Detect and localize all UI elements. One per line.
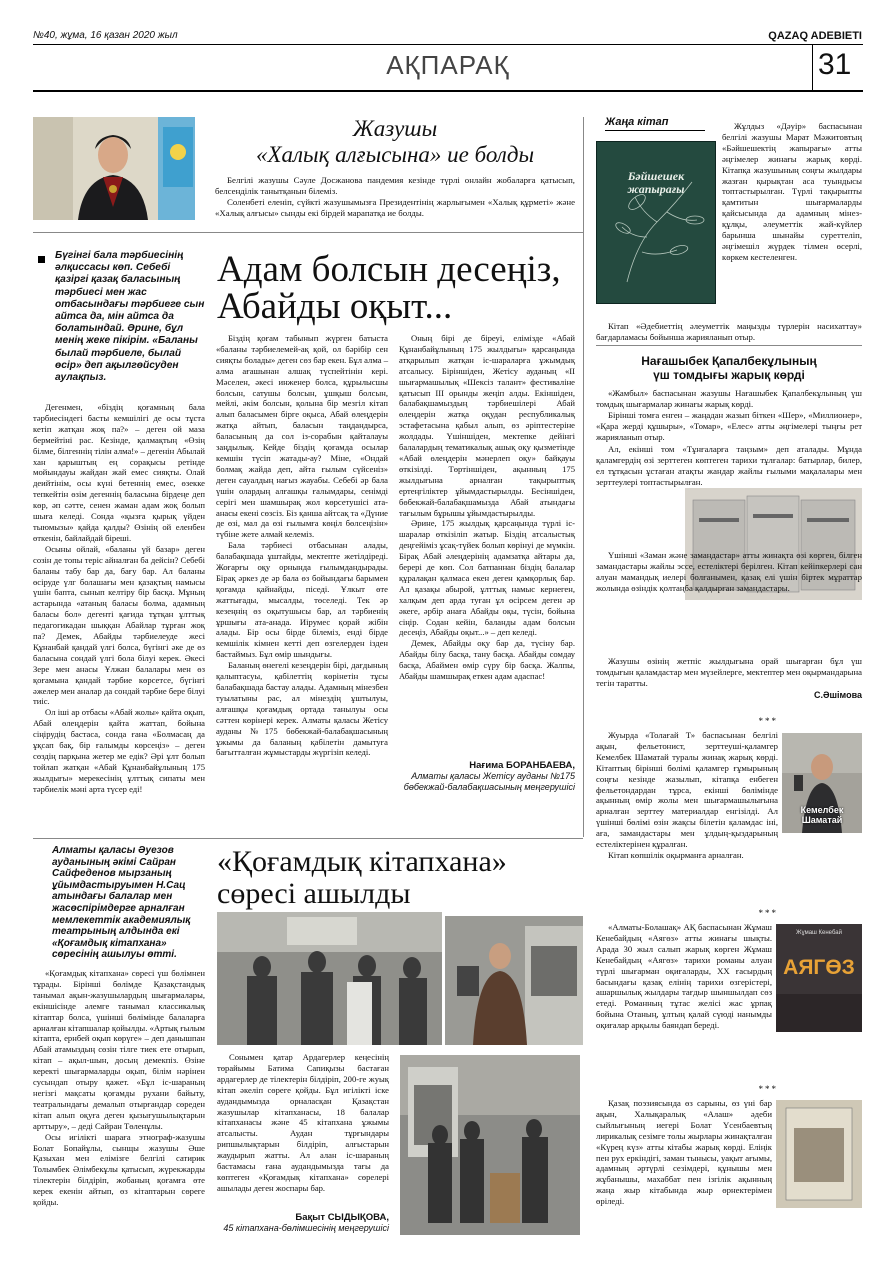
art6-stars: *** — [758, 908, 778, 918]
book-title-ayagoz: АЯГӨЗ — [783, 956, 855, 979]
library-event-photo-2 — [445, 916, 583, 1045]
new-book-label: Жаңа кітап — [605, 116, 705, 131]
writer-photo — [33, 117, 195, 220]
art3-text: Жұлдыз «Дәуір» баспасынан белгілі жазушы Марат Мәжитовтың «Бәйшешектің жапырағы» атты әңгімелер жинағы жарық көрді. Кітапқа жазушының соңғы жылдары жазған қырықтан аса туындысы топтастырылған. Түрлі тақырыпты қамтитын шығармаларды қайсысында да адамның мінез-құлқы, әлеуметтік жай-күйлер барынша шынайы суреттеліп, әңгімешіл жүрдек тілмен өсерлі, көркем кестеленген. — [722, 121, 862, 262]
art4-title: Нағашыбек Қапалбекұлының үш томдығы жарық көрді — [641, 354, 817, 382]
art2-col1: Дегенмен, «біздің қоғамның бала тәрбиесіндегі басты кемшілігі де осы тұста кетіп жатқан жоқ па?» – деген ой маза бермейтіні рас. Кезінде, қалмақтың «Өзің білме, білгеннің тілін алма!» – дегенін Абылай хан қарыштың ең сорақысы ретінде мойындауы жайдан жай емес сияқты. Олай деийтінім, осы күні бетеннің емес, өзекке тепкейтін өзім дегеннің баласына бірдеңе деп көр, әп сәтте, сенен жаман адам жоқ болып шыға келеді. Сонда «қызға қырық үйден тыюмызы» қайда қалды? Өзінің ой еленбен өткенін, байлайдай біреші. Осыны ойлай, «баланы үй базар» деген созін де топы теріс айналған ба дейсін? Себебі баланы табу бар да, бағу бар. Ал баланы өсіруде үлг болашағы мен қазақтың намысы үшін бапта, сынып келтіру бір басқа. Мұның астарында «атаның баласы болма, адамның баласы бол» дегенті қағида тұтқан ұлттық педагогикадан шыққан Абайлар тұрған жоқ па? Демек, Абайды тәрбиелеуде жесі Құнанбай қандай үлгі болса, бүгінгі әке де өз баласына сондай үлгі бола білуі керек. Әкесі Зере мен анасы Ұлжан балалары мен өз қоғамына қандай тәрбие көрсетсе, бүгінгі әжелер мен аналар да сондай тәрбие бере білуі тиіс. Ол іші ар отбасы «Абай жолы» қайта оқып, Абай өлеңдерін қайта жаттап, бойына сіңірудің бастаса, сонда ғана «Болмасаң да ұқсап бақ, бір ғалымды көрсеңіз» – деген сөздің парқына жетер ме едік? Әрі ұлт болып тойлап жатқан «Абай Құнанбайұлының 175 жылдығы» мерекесінің ұлттық сипаты мен тәрбиелік мәні арта түсер еді! — [33, 402, 205, 794]
library-event-photo-3 — [400, 1055, 580, 1235]
library-event-photo-1 — [217, 912, 442, 1045]
book-cover-kuren-kuz — [776, 1100, 862, 1208]
photo-caption: Кемелбек Шаматай — [800, 805, 844, 825]
art4-text-top: «Жамбыл» баспасынан жазушы Нағашыбек Қапалбекұлының үш томдық шығармалар жинағы жарық көрді. Бірінші томға енген – жаңадан жазып біткен «Шер», «Миллионер», «Қара жерді құшыры», «Томар», «Елес» атты әңгімелері тыңғы рет жарияланып отыр. — [596, 388, 862, 442]
section-title: АҚПАРАҚ — [386, 50, 510, 80]
art3-text2: Кітап «Әдебиеттің әлеуметтік маңызды түрлерін насихаттау» бағдарламасы бойынша жарияланып отыр. — [596, 321, 862, 342]
art8-intro: Алматы қаласы Әуезов ауданының әкімі Сайран Сайфеденов мырзаның ұйымдастыруымен Н.Сац атындағы балалар мен жасөспірімдерге арналған мемлекеттік академиялық театрының алдында екі «Қоғамдық кітапхана» сөресінің ашылуы өтті. — [52, 845, 191, 961]
art5-stars: *** — [758, 716, 778, 726]
art8-signature: Бақыт СЫДЫҚОВА, 45 кітапхана-бөлімшесінің меңгерушісі — [223, 1212, 389, 1233]
book-author: Жұмаш Кенебай — [796, 930, 842, 936]
art2-col2: Біздің қоғам табынып жүрген батыста «баланы тәрбиелемей-ақ қой, ол бәрібір сен сияқты болады» деген сөз бар екен. Бұл алма – алма ағашынан алшақ түспейтінін кері. Мәселен, әкесі инженер болса, құрылысшы болсын, сатушы болсын, ұшқыш болсын, мейлі, әкім болсын, қолына бір мезгіл кітап алып баласымен бірге оқыса, Абай өлеңдерін жатқа айтып, баласын таңдандырса, баласының да сол із-сорабын қайталауы заңдылық. Кейде біздің қоғамда осылар кемшін түсіп жатады-ау? Міне, «Ондай болмақ жайда деп, айта ғылым сүйсеніз» деген сауалдың нағыз жауабы. Себебі әр бала үшін олардың алғашқы ғалымдары, сенімді серігі мен шамшырақ жол көрсетушісі ата-анасы екені сөзсіз. Біз қанша айтсақ та «Дүние де өзі, мал да өзі ғылымға көңіл бөлсеңізін» түбіне жете алмай келеміз. Бала тәрбиесі отбасынан алады, балабақшада ұштайды, мектепте жетілдіреді. Жоғарғы оқу орнында ғылымдандырады. Бірақ әркез де әр бала өз бойындағы барымен қоғамда қайнайды, піседі. Ұлкыт өте жаттығады, мысалды, төселеді. Тек әр кезеңнің өз оқытушысы бар, ал тәрбиенің ұршығы ата-анада. Иірумес қорай жібін алады. Бір осы бірде білеміз, енді бірде кемшілік кімнен кетті деп өзгелерден ізден бастаймыз. Бұл өмір шындығы. Баланың өнегелі кезеңдерін бірі, дағдының қалыптасуы, қабілеттің көрінетін тұсы балабақшада бастау алады. Адамның мінезбен туылатыны рас, ал мінездің ұштылуы, алғашқы қоғамдық ортада танылуы осы сәттен көрінері керек. Алматы қаласы Жетісу ауданы №175 бөбекжай-балабақшасының ұжымы да баланың қабілетін дамытуға бағытталған жұмыстарды жүргізіп келеді. — [216, 333, 388, 758]
brand: QAZAQ ADEBIETI — [768, 30, 862, 42]
book-cover-ayagoz — [776, 924, 862, 1032]
art4-text-p4: Үшінші «Заман және замандастар» атты жинақта өзі көрген, білген замандастары жайлы эссе, естеліктері берілген. Кітап кейіпкерлері сан алуан мамандық иелері болғанымен, қазақ елі үшін біртек мұраттар жолында өзіндік қолтаңба қалдырған замандастары. — [596, 550, 862, 593]
art4-text-p3a: Ал, екінші том «Тұнғаларға таңзым» деп аталады. Мұнда қаламгердің өзі зерттеген көптеген тарихи тұлғалар: батырлар, билер, ел тұтқасын ұстаған атақты жандар жайлы ғылыми мақалалары мен зерттеулері топтастырылған. — [596, 444, 862, 487]
art5-text-a: Жуырда «Толағай Т» баспасынан белгілі ақын, фельетонист, зерттеуші-қаламгер Кемелбек Шаматай туралы жинақ жарық көрді. Кітаптың бірінші бөлімі қаламгер ғұмырының соңғы кезінде жазылып, кітапқа енбеген фельетондардан тұрса, екінші бөлімінде ақынның өмір жолы мен шығармашылығына арналған зерттеу материалдар енгізілді. Ал үшінші бөлімі өзін жақсы білетін қаламдас іні, аға, замандастары мен ұлдың-қыздарының естеліктерінен құралған. Кітап көпшілік оқырманға арналған. — [596, 730, 778, 860]
art8-title: «Қоғамдық кітапхана» сөресі ашылды — [217, 845, 507, 910]
book-cover-title: Бәйшешек жапырағы — [627, 169, 685, 196]
art2-col3: Оның бірі де біреуі, елімізде «Абай Құнанбайұлының 175 жылдығы» қарсаңында атқарылып жатқан іс-шараларға ұжымдық атсалысу. Біріншіден, Жетісу ауданың «II шығармашылық «Шексіз талант» фестиваліне қатысып III орынды жеңіп алды. Екіншіден, балабақшамыздың тәрбиешілері Абай өлеңдерін жатқа оқудан республикалық эстафетасына қабыл алып, өз әріптестеріне жолдады. Үшіншіден, мектепке дейінгі балалардың тематикалық ашық оқу қызметінде «Абай өлеңдерін мәнерлеп оқу» байқауы өткізілді. Төртіншіден, ақынның 175 жылдығына арналған тақырыптық ертеңгіліктер ұйымдастырылды. Бесіншіден, бөбекжай-балабақшамызда Абай атындағы тағылым бұрышы ұйымдастырылды. Әрине, 175 жылдық қарсаңында түрлі іс-шаралар өткізіліп жатыр. Біздің атсалыстық деңгейіміз ұсақ-түйек болып көрінуі де мүмкін. Бірақ Абай әлеңдерінің адамзатқа айтары да, берері де көп. Сол батпаннан біздің балалар құралақан қалмаса екен деген қамқорлық бар. Ал қазақы абырой, ұлттық намыс кернеген, халқым деп арда туған ұл өсірсем деген әр әкеге, әрбір анаға Абайды оқы, түсін, бойына сіңір. Содан кейін, баланды адам болсын десеңіз, Абайды оқыт...» – деп келеді. Демек, Абайды оқу бар да, түсіну бар. Абайды білу басқа, тану басқа. Абайды сомдау басқа, Абаймен өмір сүру бір басқа. Жалпы, Абайды шамшырақ еткен адам адаспас! — [399, 333, 575, 682]
issue-info: №40, жұма, 16 қазан 2020 жыл — [33, 30, 178, 41]
art6-text: «Алматы-Болашақ» АҚ баспасынан Жұмаш Кенебайдың «Аягөз» атты жинағы шықты. Арада 30 жыл салып жарық көрген Жұмаш Кенебайдың «Аягөз» тарихи романы алуан түрлі шығарман оқиғаларды, XX ғасырдың басындағы қазақ елінің тарихи өзгерістері, ашаршылық жылдары тағдыр шыншылдап сөз етеді. Романның тұтас желісі жас ұрпақ бойына Отаның, ұлтың қалай сүюді нанымды оқиғалар арқылы баяндап береді. — [596, 922, 772, 1031]
art4-signature: С.Әшімова — [814, 690, 862, 700]
art2-signature: Нағима БОРАНБАЕВА, Алматы қаласы Жетісу ауданы №175 бөбекжай-балабақшасының меңгерушісі — [403, 760, 575, 792]
art1-lead: Белгілі жазушы Сәуле Досжанова пандемия кезінде түрлі онлайн жобаларға қатысып, белсенділік танытқанын білеміз. Соленбеті еленіп, сүйкті жазушымызға Президентінің жарлығымен «Халық құрметі» және «Халық алғысы» сынды екі бірдей марапатқа ие болды. — [215, 175, 575, 218]
art8-col1: «Қоғамдық кітапхана» сөресі үш бөлімнен тұрады. Бірінші бөлімде Қазақстандық танымал ақын-жазушылардың шығармалары, екіншісінде әлемге танымал классикалық кітаптар болса, үшінші бөлімінде балаларға арналған кітапшалар қойылды. «Артық ғылым кітапта, ернбей оқып көрүге» – деп данышпан Абай атамыздың сөзін тілге тиек ете отырып, кітап – ақыл-шын, досың демекпіз. Өзіне керекті шығармаларды оқып, білім нәрінен сусындап отыру қажет. «Бұл іс-шараның негізгі мақсаты қоғамды рухани байыту, театралындағы демалып отырғандар сөреден кітап алып оқуға деген қызығушылықтарын арттыру», – деді Сайран Төленұлы. Осы игілікті шараға этнограф-жазушы Болат Бопайұлы, сынщы жазушы Әше Қазыхан мен елімізге белгілі сатирик Толымбек Әлімбекұлы қатысып, жүрекжарды тілектерін білдіріп, жобаның қоғамға өте керек екенін айтып, өз кітаптарын сөреге қойды. — [33, 968, 205, 1208]
art8-col2: Сонымен қатар Ардагерлер кеңесінің төрайымы Батима Сапиқызы бастаған ардагерлер де тілектерін білдіріп, 200-ге жуық кітап әкеліп сөреге қойды. Бұл игілікті іске аудандымызда орналасқан Қазақстан жазушылар кітапханасы, 18 балалар кітапханасы және 45 кітапхана ұжымы атсалысты. Аудан тұрғындары рипшылықтарын білдіріп, алғыстарын жаудырып жатты. Ал алан іс-шараның бастамасы ғана аудандымызда тағы да көптеген «Қоғамдық кітапхана» сөрелері ашылады деген жоспары бар. — [217, 1052, 389, 1193]
art1-title: Жазушы «Халық алғысына» ие болды — [255, 116, 535, 167]
art2-title: Адам болсын десеңіз, Абайды оқыт... — [217, 249, 561, 327]
art2-intro: Бүгінгі бала тәрбиесінің әлқиссасы көп. Себебі қазіргі қазақ баласының тәрбиесі мен жас отбасындағы тәрбиеге сын айтса да, мін айтса да болатындай. Әрине, бұл менің жеке пікірім. «Баланы былай тәрбиеле, былай өсір» деп ақылгөйсуден аулақпыз. — [55, 250, 205, 384]
book-cover-baishesh — [596, 141, 716, 304]
art4-text-p5: Жазушы өзінің жетпіс жылдығына орай шығарған бұл үш томдығын қаламдастар мен мүзейлерге, мектептер мен оқырмандарына тегін таратты. — [596, 656, 862, 688]
art7-text: Қазақ поэзиясында өз сарыны, өз үні бар ақын, Халықаралық «Алаш» әдеби сыйлығының иегері Болат Үсенбаевтың лирикалық сезімге толы жырлары жинақталған «Күрең күз» атты кітабы жарық көрді. Еліңік пен рух еркіндігі, заман тынысы, уақыт ағымы, адамның әртүрлі сезімдері, құнышы мен жұбанышы, махаббат пен ізгілік ақынның жаңа жыр кітабында жыр өрнектерімен өріледі. — [596, 1098, 772, 1207]
author-photo-kemelbek — [782, 733, 862, 833]
art7-stars: *** — [758, 1084, 778, 1094]
page-number: 31 — [818, 48, 852, 81]
